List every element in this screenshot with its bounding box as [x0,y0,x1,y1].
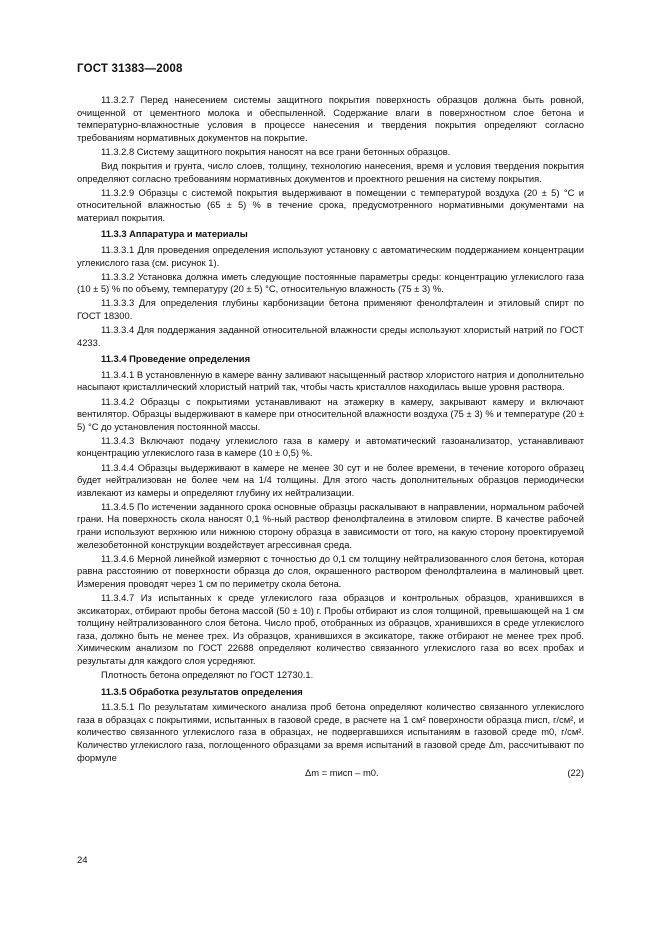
paragraph: 11.3.3.1 Для проведения определения используют установку с автоматическим поддержанием концентрации углекислого газа (см. рисунок 1). [77,244,584,268]
paragraph: 11.3.4.3 Включают подачу углекислого газа в камеру и автоматический газоанализатор, устанавливают концентрацию углекислого газа в камере (10 ± 0,5) %. [77,434,584,459]
section-heading: 11.3.3 Аппаратура и материалы [101,228,248,240]
paragraph: Вид покрытия и грунта, число слоев, толщину, технологию нанесения, время и условия твердения покрытия определяют согласно требованиям нормативных документов и проектного решения на систему покрытия. [77,159,584,184]
section-heading: 11.3.4 Проведение определения [101,353,251,365]
paragraph: 11.3.3.3 Для определения глубины карбонизации бетона применяют фенолфталеин и этиловый спирт по ГОСТ 18300. [77,297,584,321]
paragraph: 11.3.2.7 Перед нанесением системы защитного покрытия поверхность образцов должна быть ровной, очищенной от цементного молока и обеспыленной. Содержание влаги в поверхностном слое бетона и температурно-влажностные условия в процессе нанесения и твердения покрытия определяют согласно требованиям нормативных документов на покрытие. [77,94,584,143]
paragraph: 11.3.4.1 В установленную в камере ванну заливают насыщенный раствор хлористого натрия и дополнительно насыпают кристаллический хлористый натрий так, чтобы часть кристаллов находилась выше уровня раствора. [77,368,584,393]
formula-line [77,767,584,781]
section-heading: 11.3.5 Обработка результатов определения [101,685,303,697]
paragraph: 11.3.3.2 Установка должна иметь следующие постоянные параметры среды: концентрацию углекислого газа (10 ± 5) % по объему, температуру (20 ± 5) °С, относительную влажность (75 ± 3) %. [77,270,584,295]
paragraph: Плотность бетона определяют по ГОСТ 12730.1. [101,669,314,681]
paragraph: 11.3.4.4 Образцы выдерживают в камере не менее 30 сут и не более времени, в течение которого образец будет нейтрализован не более чем на 1/4 толщины. Для этого часть дополнительных образцов периодически извлекают из камеры и определяют глубину их нейтрализации. [77,461,584,498]
paragraph: 11.3.4.5 По истечении заданного срока основные образцы раскалывают в направлении, нормальном рабочей грани. На поверхность скола наносят 0,1 %-ный раствор фенолфталеина в этиловом спирте. В качестве рабочей грани используют верхнюю или нижнюю сторону образца в зависимости от того, на какую сторону проектируемой железобетонной конструкции воздействует агрессивная среда. [77,500,584,550]
document-body [77,94,584,781]
paragraph: 11.3.5.1 По результатам химического анализа проб бетона определяют количество связанного углекислого газа в образцах с покрытиями, испытанных в газовой среде, в расчете на 1 см² поверхности образца mисп, г/см², и количество связанного углекислого газа в образцах, не подвергавшихся испытаниям в газовой среде m0, г/см². Количество углекислого газа, поглощенного образцами за время испытаний в газовой среде Δm, рассчитывают по формуле [77,701,584,763]
paragraph: 11.3.4.7 Из испытанных к среде углекислого газа образцов и контрольных образцов, хранившихся в эксикаторах, отбирают пробы бетона массой (50 ± 10) г. Пробы отбирают из слоя толщиной, превышающей на 1 см толщину нейтрализованного слоя бетона. Число проб, отобранных из образцов, хранившихся в среде углекислого газа, должно быть не менее трех. Из образцов, хранившихся в эксикаторе, также отбирают не менее трех проб. Химическим анализом по ГОСТ 22688 определяют количество связанного углекислого газа во всех пробах и результаты для каждого слоя усредняют. [77,591,584,666]
paragraph: 11.3.2.9 Образцы с системой покрытия выдерживают в помещении с температурой воздуха (20 ± 5) °С и относительной влажностью (65 ± 5) % в течение срока, предусмотренного нормативными документами на материал покрытия. [77,186,584,223]
formula: Δm = mисп – m0. [305,767,379,779]
paragraph: 11.3.4.2 Образцы с покрытиями устанавливают на этажерку в камеру, закрывают камеру и включают вентилятор. Образцы выдерживают в камере при относительной влажности воздуха (75 ± 3) % и температуре (20 ± 5) °С до установления постоянной массы. [77,395,584,432]
standard-header: ГОСТ 31383—2008 [77,63,183,75]
paragraph: 11.3.3.4 Для поддержания заданной относительной влажности среды используют хлористый натрий по ГОСТ 4233. [77,324,584,348]
formula-number: (22) [567,767,584,779]
paragraph: 11.3.4.6 Мерной линейкой измеряют с точностью до 0,1 см толщину нейтрализованного слоя бетона, которая равна расстоянию от поверхности образца до слоя, окрашенного раствором фенолфталеина в малиновый цвет. Измерения проводят через 1 см по периметру скола бетона. [77,552,584,589]
paragraph: 11.3.2.8 Систему защитного покрытия наносят на все грани бетонных образцов. [101,145,451,157]
page-number: 24 [77,855,88,866]
